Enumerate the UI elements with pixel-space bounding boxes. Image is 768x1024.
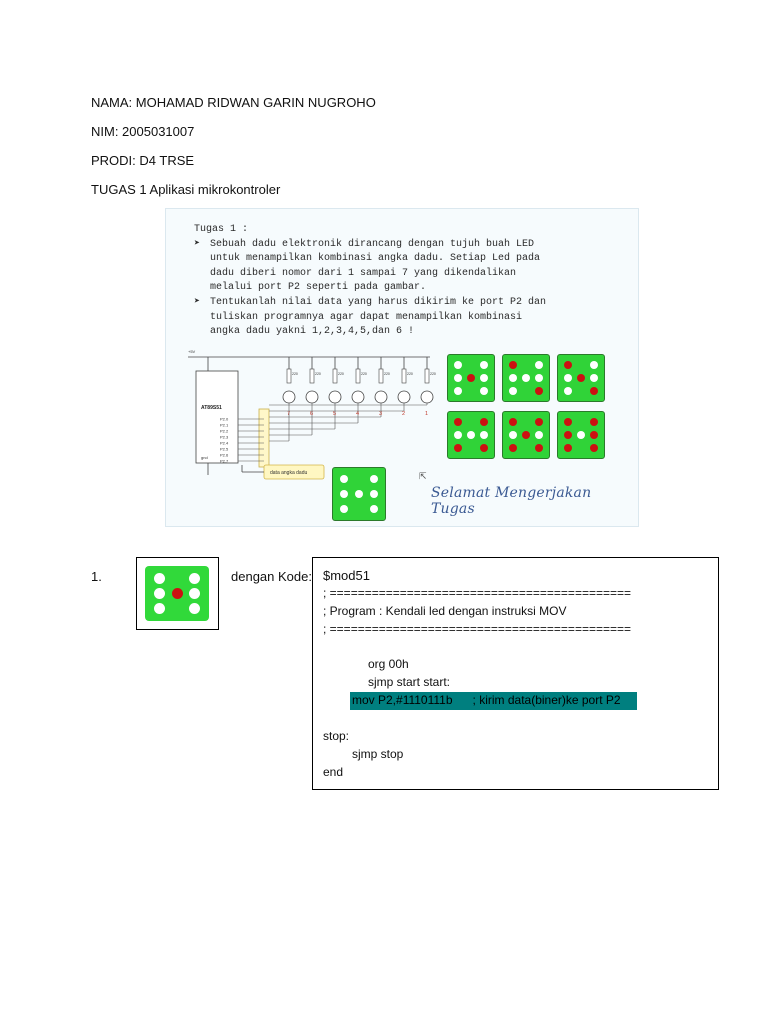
led-off-icon <box>370 490 378 498</box>
task-bullet2-line3: angka dadu yakni 1,2,3,4,5,dan 6 ! <box>210 326 415 338</box>
answer-dice-five <box>145 566 209 621</box>
student-nim: NIM: 2005031007 <box>91 124 195 139</box>
led-off-icon <box>480 431 488 439</box>
code-line: sjmp start start: <box>368 675 451 689</box>
led-number: 6 <box>310 411 314 417</box>
led-off-icon <box>454 374 462 382</box>
bullet-arrow-icon: ➤ <box>194 238 201 250</box>
resistor-label: 220 <box>338 372 344 376</box>
answer-dice-frame <box>136 557 219 630</box>
led-on-icon <box>509 444 517 452</box>
task-bullet1-line3: dadu diberi nomor dari 1 sampai 7 yang dikendalikan <box>210 267 517 279</box>
code-line: stop: <box>323 729 350 743</box>
led-on-icon <box>590 444 598 452</box>
led-off-icon <box>522 374 530 382</box>
code-line: ; Program : Kendali led dengan instruksi MOV <box>323 604 567 618</box>
resistor <box>333 369 337 383</box>
code-line: $mod51 <box>323 568 370 583</box>
led-off-icon <box>564 387 572 395</box>
gnd-label: gnd <box>201 455 208 460</box>
led-number: 5 <box>333 411 337 417</box>
task-bullet2-line1: Tentukanlah nilai data yang harus dikirim ke port P2 dan <box>210 296 547 308</box>
led-number: 3 <box>379 411 383 417</box>
resistor <box>379 369 383 383</box>
code-line: end <box>323 765 344 779</box>
code-label: dengan Kode: <box>231 569 312 584</box>
resistor-label: 220 <box>430 372 436 376</box>
led-off-icon <box>454 387 462 395</box>
port-pin-label: P2.5 <box>220 446 229 452</box>
led-icon <box>375 391 387 403</box>
led-off-icon <box>370 475 378 483</box>
led-on-icon <box>454 444 462 452</box>
led-icon <box>398 391 410 403</box>
led-off-icon <box>154 573 165 584</box>
led-on-icon <box>454 418 462 426</box>
led-off-icon <box>509 431 517 439</box>
port-pins <box>220 417 264 464</box>
led-on-icon <box>467 374 475 382</box>
resistor <box>356 369 360 383</box>
port-pin-label: P2.6 <box>220 452 229 458</box>
code-line: ; =========================================== <box>323 586 632 600</box>
dice-face-5 <box>502 411 550 459</box>
led-off-icon <box>509 387 517 395</box>
led-on-icon <box>590 431 598 439</box>
dice-face-3 <box>557 354 605 402</box>
led-off-icon <box>340 490 348 498</box>
signature-text: Selamat Mengerjakan Tugas <box>431 485 592 517</box>
led-off-icon <box>454 431 462 439</box>
led-on-icon <box>509 418 517 426</box>
led-off-icon <box>189 588 200 599</box>
task-bullet1-line2: untuk menampilkan kombinasi angka dadu. Setiap Led pada <box>210 253 541 265</box>
question-number: 1. <box>91 569 102 584</box>
led-off-icon <box>577 431 585 439</box>
task-bullet1-line1: Sebuah dadu elektronik dirancang dengan tujuh buah LED <box>210 238 535 250</box>
led-off-icon <box>154 588 165 599</box>
led-off-icon <box>590 361 598 369</box>
led-icon <box>421 391 433 403</box>
led-off-icon <box>189 573 200 584</box>
led-off-icon <box>480 387 488 395</box>
led-icon <box>329 391 341 403</box>
assignment-title: TUGAS 1 Aplikasi mikrokontroler <box>91 182 281 197</box>
resistor-label: 220 <box>292 372 298 376</box>
study-program: PRODI: D4 TRSE <box>91 153 195 168</box>
port-pin-label: P2.2 <box>220 428 229 434</box>
led-off-icon <box>340 475 348 483</box>
led-on-icon <box>564 418 572 426</box>
led-off-icon <box>480 374 488 382</box>
code-line: sjmp stop <box>352 747 404 761</box>
led-on-icon <box>564 361 572 369</box>
led-on-icon <box>480 444 488 452</box>
port-pin-label: P2.0 <box>220 416 229 422</box>
dice-face-2 <box>502 354 550 402</box>
led-off-icon <box>355 490 363 498</box>
code-highlight <box>350 692 637 710</box>
resistor <box>310 369 314 383</box>
port-connector <box>259 409 269 467</box>
task-bullet1-line4: melalui port P2 seperti pada gambar. <box>210 282 427 294</box>
mcu-chip <box>196 371 238 463</box>
led-icon <box>306 391 318 403</box>
led-array <box>269 357 436 441</box>
code-line: ; =========================================== <box>323 622 632 636</box>
led-on-icon <box>535 387 543 395</box>
led-on-icon <box>535 444 543 452</box>
data-box-label: data angka dadu <box>270 470 308 476</box>
led-off-icon <box>509 374 517 382</box>
led-off-icon <box>340 505 348 513</box>
code-line-highlighted: mov P2,#1110111b ; kirim data(biner)ke port P2 <box>352 693 621 707</box>
led-on-icon <box>535 418 543 426</box>
resistor-label: 220 <box>315 372 321 376</box>
led-off-icon <box>564 374 572 382</box>
led-on-icon <box>172 588 183 599</box>
led-on-icon <box>522 431 530 439</box>
port-pin-label: P2.7 <box>220 458 229 464</box>
led-on-icon <box>564 444 572 452</box>
led-on-icon <box>509 361 517 369</box>
resistor <box>425 369 429 383</box>
task-heading: Tugas 1 : <box>194 224 249 235</box>
resistor <box>402 369 406 383</box>
led-number: 1 <box>425 411 429 417</box>
dice-face-1 <box>447 354 495 402</box>
mcu-label: AT89S51 <box>201 405 222 411</box>
vcc-label: +5V <box>188 349 196 354</box>
port-pin-label: P2.4 <box>220 440 229 446</box>
resistor <box>287 369 291 383</box>
led-off-icon <box>370 505 378 513</box>
led-off-icon <box>154 603 165 614</box>
student-name: NAMA: MOHAMAD RIDWAN GARIN NUGROHO <box>91 95 376 110</box>
led-off-icon <box>454 361 462 369</box>
port-pin-label: P2.1 <box>220 422 229 428</box>
led-on-icon <box>564 431 572 439</box>
led-off-icon <box>535 361 543 369</box>
code-line: org 00h <box>368 657 409 671</box>
led-number: 2 <box>402 411 406 417</box>
resistor-label: 220 <box>384 372 390 376</box>
reference-dice <box>332 467 386 521</box>
led-on-icon <box>590 418 598 426</box>
port-pin-label: P2.3 <box>220 434 229 440</box>
dice-face-6 <box>557 411 605 459</box>
code-box <box>312 557 719 790</box>
led-off-icon <box>189 603 200 614</box>
led-on-icon <box>590 387 598 395</box>
led-off-icon <box>535 431 543 439</box>
led-off-icon <box>480 361 488 369</box>
led-off-icon <box>467 431 475 439</box>
task-bullet2-line2: tuliskan programnya agar dapat menampilkan kombinasi <box>210 311 523 323</box>
led-number: 4 <box>356 411 360 417</box>
led-on-icon <box>480 418 488 426</box>
led-icon <box>283 391 295 403</box>
bullet-arrow-icon: ➤ <box>194 296 201 308</box>
led-off-icon <box>590 374 598 382</box>
led-off-icon <box>535 374 543 382</box>
led-icon <box>352 391 364 403</box>
resistor-label: 220 <box>407 372 413 376</box>
led-number: 7 <box>287 411 291 417</box>
task-figure <box>165 208 639 527</box>
cursor-icon: ⇱ <box>419 471 427 481</box>
led-on-icon <box>577 374 585 382</box>
dice-face-4 <box>447 411 495 459</box>
resistor-label: 220 <box>361 372 367 376</box>
